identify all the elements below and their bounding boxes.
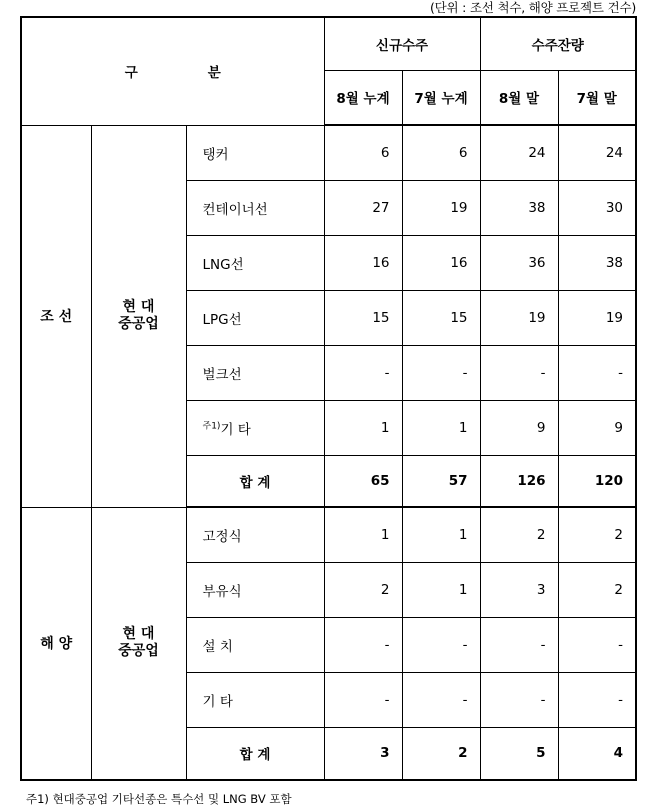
ship-total-label: 합 계 (186, 455, 324, 507)
offshore-row-label: 고정식 (186, 507, 324, 562)
ship-row-jul-end: 24 (558, 125, 636, 180)
ship-row-jul-end: 38 (558, 235, 636, 290)
header-backlog: 수주잔량 (480, 17, 636, 70)
offshore-total-label: 합 계 (186, 727, 324, 780)
header-jul-end: 7월 말 (558, 70, 636, 125)
offshore-row-jul-cum: 1 (402, 507, 480, 562)
ship-row-jul-end: 19 (558, 290, 636, 345)
offshore-row-aug-end: - (480, 672, 558, 727)
ship-row-jul-end: - (558, 345, 636, 400)
ship-row-aug-end: 19 (480, 290, 558, 345)
ship-row-label: 탱커 (186, 125, 324, 180)
ship-row-aug-end: - (480, 345, 558, 400)
ship-row-aug-cum: 1 (324, 400, 402, 455)
ship-row-jul-end: 30 (558, 180, 636, 235)
offshore-total-aug-cum: 3 (324, 727, 402, 780)
shipbuilding-company-line1: 현 대 (122, 299, 155, 315)
offshore-row-aug-end: 2 (480, 507, 558, 562)
ship-row-label (186, 400, 324, 455)
header-new-orders: 신규수주 (324, 17, 480, 70)
ship-row-aug-end: 24 (480, 125, 558, 180)
ship-row-aug-cum: 15 (324, 290, 402, 345)
ship-total-jul-cum: 57 (402, 455, 480, 507)
ship-row-jul-cum: - (402, 345, 480, 400)
offshore-row-aug-cum: 1 (324, 507, 402, 562)
unit-note: (단위 : 조선 척수, 해양 프로젝트 건수) (429, 0, 636, 15)
ship-row-label: LPG선 (186, 290, 324, 345)
ship-row-jul-cum: 19 (402, 180, 480, 235)
offshore-category: 해 양 (21, 507, 91, 780)
offshore-company-line1: 현 대 (122, 626, 155, 643)
ship-row-aug-cum: 27 (324, 180, 402, 235)
shipbuilding-category: 조 선 (21, 125, 91, 507)
ship-total-aug-cum: 65 (324, 455, 402, 507)
shipbuilding-company-line2: 중공업 (118, 316, 159, 332)
ship-row-jul-cum: 1 (402, 400, 480, 455)
offshore-total-aug-end: 5 (480, 727, 558, 780)
header-gubun-2: 분 (207, 65, 221, 82)
footnote-marker: 주1) (202, 421, 221, 431)
header-gubun-1: 구 (124, 65, 138, 82)
offshore-total-jul-end: 4 (558, 727, 636, 780)
offshore-row-label: 설 치 (186, 617, 324, 672)
order-table (20, 16, 637, 781)
ship-row-label-text: 기 타 (220, 421, 251, 438)
offshore-company-line2: 중공업 (118, 643, 159, 660)
ship-row-aug-end: 36 (480, 235, 558, 290)
footnote: 주1) 현대중공업 기타선종은 특수선 및 LNG BV 포함 (26, 792, 292, 806)
header-aug-cum: 8월 누계 (324, 70, 402, 125)
ship-row-jul-end: 9 (558, 400, 636, 455)
shipbuilding-company (91, 125, 186, 507)
ship-total-jul-end: 120 (558, 455, 636, 507)
offshore-row-aug-end: 3 (480, 562, 558, 617)
offshore-row-jul-end: - (558, 672, 636, 727)
offshore-total-jul-cum: 2 (402, 727, 480, 780)
offshore-row-aug-cum: - (324, 672, 402, 727)
ship-row-aug-end: 38 (480, 180, 558, 235)
ship-row-jul-cum: 6 (402, 125, 480, 180)
ship-row-label: 벌크선 (186, 345, 324, 400)
ship-row-aug-cum: - (324, 345, 402, 400)
offshore-row-jul-cum: 1 (402, 562, 480, 617)
offshore-row-aug-cum: 2 (324, 562, 402, 617)
offshore-row-jul-end: - (558, 617, 636, 672)
header-jul-cum: 7월 누계 (402, 70, 480, 125)
ship-total-aug-end: 126 (480, 455, 558, 507)
ship-row-aug-end: 9 (480, 400, 558, 455)
offshore-row-aug-cum: - (324, 617, 402, 672)
ship-row-aug-cum: 16 (324, 235, 402, 290)
ship-row-jul-cum: 15 (402, 290, 480, 345)
offshore-row-jul-cum: - (402, 672, 480, 727)
offshore-row-jul-end: 2 (558, 507, 636, 562)
header-gubun (21, 17, 324, 125)
ship-row-label: LNG선 (186, 235, 324, 290)
ship-row-aug-cum: 6 (324, 125, 402, 180)
header-aug-end: 8월 말 (480, 70, 558, 125)
offshore-row-aug-end: - (480, 617, 558, 672)
ship-row-label: 컨테이너선 (186, 180, 324, 235)
offshore-company (91, 507, 186, 780)
offshore-row-jul-end: 2 (558, 562, 636, 617)
ship-row-jul-cum: 16 (402, 235, 480, 290)
offshore-row-jul-cum: - (402, 617, 480, 672)
offshore-row-label: 부유식 (186, 562, 324, 617)
offshore-row-label: 기 타 (186, 672, 324, 727)
